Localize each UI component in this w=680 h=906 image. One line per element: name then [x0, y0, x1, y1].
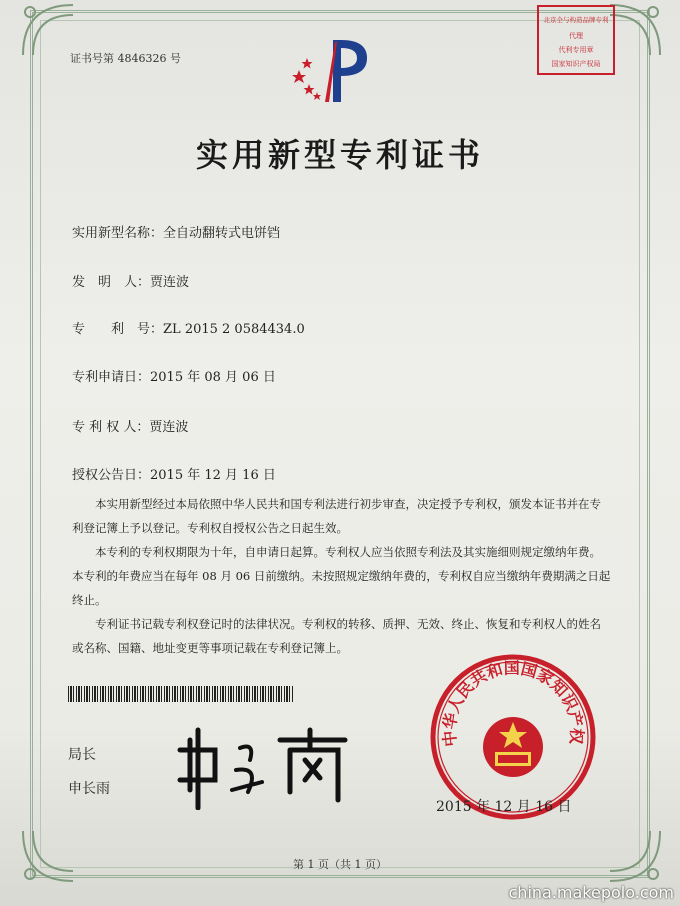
field-inventor — [72, 271, 189, 290]
signatory-name: 申长雨 — [68, 781, 110, 797]
agent-stamp-line4: 国家知识产权局 — [551, 60, 601, 68]
agent-stamp — [530, 2, 620, 82]
field-utility-model-name — [72, 222, 280, 241]
certificate-number-suffix: 号 — [170, 52, 181, 65]
field-label: 授权公告日： — [72, 468, 151, 483]
agent-stamp-line2: 代理 — [569, 32, 583, 40]
page-number: 第 1 页（共 1 页） — [293, 858, 387, 871]
field-patentee — [72, 416, 188, 435]
certificate-number-value: 4846326 — [117, 52, 167, 65]
field-label: 专 利 权 人： — [72, 420, 150, 435]
certificate-number-label: 证书号第 — [70, 52, 114, 65]
seal-date: 2015 年 12 月 16 日 — [436, 799, 572, 815]
site-watermark: china.makepolo.com — [508, 883, 674, 902]
field-value: 全自动翻转式电饼铛 — [163, 226, 281, 241]
seal-text: 中华人民共和国国家知识产权 — [439, 658, 587, 748]
field-label: 发 明 人： — [72, 275, 151, 290]
field-label: 专 利 号： — [72, 322, 164, 337]
field-filing-date — [72, 366, 276, 385]
signatory-role: 局长 — [68, 747, 96, 763]
handwritten-signature — [170, 720, 370, 810]
barcode — [68, 686, 293, 702]
field-value: 2015 年 08 月 06 日 — [150, 370, 276, 385]
agent-stamp-line1: 北京全与构造品牌专利 — [543, 16, 609, 24]
field-label: 专利申请日： — [72, 370, 151, 385]
field-patent-number — [72, 318, 305, 337]
certificate-number — [70, 50, 181, 66]
certificate-title: 实用新型专利证书 — [195, 136, 484, 174]
field-value: 贾连波 — [149, 420, 189, 435]
paragraph-registration: 专利证书记载专利权登记时的法律状况。专利权的转移、质押、无效、终止、恢复和专利权人的姓名或名称、国籍、地址变更等事项记载在专利登记簿上。 — [72, 617, 601, 655]
field-value: 2015 年 12 月 16 日 — [150, 468, 276, 483]
field-grant-date — [72, 464, 276, 483]
field-value: ZL 2015 2 0584434.0 — [163, 322, 305, 337]
paragraph-term: 本专利的专利权期限为十年，自申请日起算。专利权人应当依照专利法及其实施细则规定缴纳年费。本专利的年费应当在每年 08 月 06 日前缴纳。未按照规定缴纳年费的，专利权自应当缴纳年费期满之日起终止。 — [72, 545, 611, 607]
patent-office-logo — [285, 36, 385, 106]
field-value: 贾连波 — [150, 275, 190, 290]
field-label: 实用新型名称： — [72, 226, 164, 241]
paragraph-grant: 本实用新型经过本局依照中华人民共和国专利法进行初步审查，决定授予专利权，颁发本证书并在专利登记簿上予以登记。专利权自授权公告之日起生效。 — [72, 497, 601, 535]
ornament-corner-top-left — [18, 0, 78, 60]
legal-text — [72, 492, 612, 660]
agent-stamp-line3: 代利专用章 — [558, 46, 594, 54]
